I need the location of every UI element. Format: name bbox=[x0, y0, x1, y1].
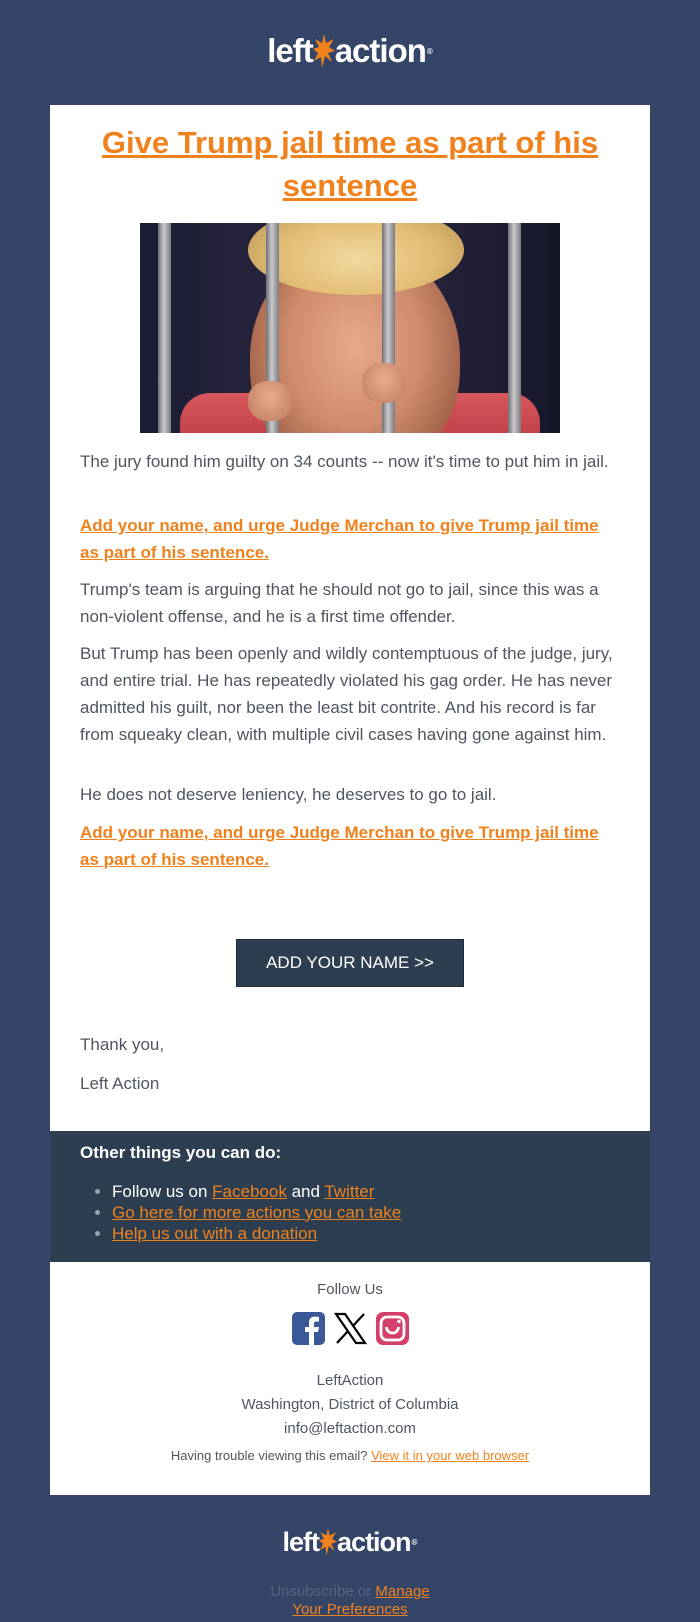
logo-text-left: left bbox=[267, 32, 313, 69]
logo-text-left: left bbox=[282, 1526, 320, 1557]
other-actions-list bbox=[80, 1181, 401, 1244]
or-text: or bbox=[353, 1583, 376, 1600]
footer-card bbox=[50, 1262, 650, 1495]
follow-prefix: Follow us on bbox=[112, 1182, 213, 1201]
body-paragraph: The jury found him guilty on 34 counts -- now it's time to put him in jail. bbox=[80, 452, 609, 471]
registered-mark: ® bbox=[411, 1537, 418, 1547]
body-paragraph: Trump's team is arguing that he should not go to jail, since this was a non-violent offense, and he is a first time offender. bbox=[80, 580, 599, 626]
manage-link[interactable]: Manage bbox=[375, 1583, 430, 1600]
trouble-viewing-line bbox=[50, 1448, 650, 1463]
social-icons bbox=[50, 1312, 650, 1345]
logo-text-right: action bbox=[337, 1526, 411, 1557]
jail-bar bbox=[508, 223, 521, 433]
list-item bbox=[112, 1181, 401, 1202]
org-name: LeftAction bbox=[316, 1372, 384, 1389]
trouble-text: Having trouble viewing this email? bbox=[170, 1448, 368, 1463]
and-text: and bbox=[286, 1182, 325, 1201]
registered-mark: ® bbox=[426, 46, 433, 56]
jail-bar bbox=[158, 223, 171, 433]
logo-text-right: action bbox=[334, 32, 426, 69]
hero-image[interactable] bbox=[140, 223, 560, 433]
list-item bbox=[112, 1202, 401, 1223]
other-actions-heading: Other things you can do: bbox=[80, 1143, 282, 1162]
logo-footer[interactable] bbox=[0, 1522, 700, 1562]
twitter-link[interactable]: Twitter bbox=[324, 1182, 375, 1201]
instagram-icon[interactable] bbox=[376, 1312, 409, 1345]
org-location: Washington, District of Columbia bbox=[241, 1396, 459, 1413]
email-card bbox=[50, 105, 650, 1131]
x-icon[interactable] bbox=[334, 1312, 367, 1345]
starburst-icon bbox=[319, 1528, 337, 1556]
other-actions-panel bbox=[50, 1131, 650, 1262]
unsubscribe-link[interactable]: Unsubscribe bbox=[270, 1583, 354, 1600]
body-paragraph: He does not deserve leniency, he deserves to go to jail. bbox=[80, 785, 497, 804]
donate-link[interactable]: Help us out with a donation bbox=[112, 1224, 318, 1243]
view-in-browser-link[interactable]: View it in your web browser bbox=[371, 1448, 530, 1463]
logo-header[interactable] bbox=[0, 26, 700, 76]
petition-link[interactable]: Add your name, and urge Judge Merchan to give Trump jail time as part of his sentence. bbox=[80, 823, 599, 869]
preferences-link[interactable]: Your Preferences bbox=[292, 1601, 408, 1618]
signoff-text: Thank you, bbox=[80, 1035, 165, 1054]
signature-text: Left Action bbox=[80, 1074, 160, 1093]
hero-hand bbox=[248, 381, 292, 421]
facebook-icon[interactable] bbox=[292, 1312, 325, 1345]
facebook-link[interactable]: Facebook bbox=[212, 1182, 287, 1201]
starburst-icon bbox=[313, 34, 335, 68]
body-paragraph: But Trump has been openly and wildly contemptuous of the judge, jury, and entire trial. He has repeatedly violated his gag order. He has never admitted his guilt, nor been the least bit contrite. And his record is far from squeaky clean, with multiple civil cases having gone against him. bbox=[80, 644, 613, 744]
unsubscribe-line bbox=[0, 1583, 700, 1619]
add-your-name-button[interactable]: ADD YOUR NAME >> bbox=[236, 939, 464, 987]
org-email: info@leftaction.com bbox=[284, 1420, 416, 1437]
list-item bbox=[112, 1223, 401, 1244]
more-actions-link[interactable]: Go here for more actions you can take bbox=[112, 1203, 402, 1222]
headline-link[interactable]: Give Trump jail time as part of his sentence bbox=[101, 125, 599, 203]
follow-us-label: Follow Us bbox=[317, 1281, 383, 1298]
petition-link[interactable]: Add your name, and urge Judge Merchan to give Trump jail time as part of his sentence. bbox=[80, 516, 599, 562]
hero-hand bbox=[362, 363, 406, 403]
